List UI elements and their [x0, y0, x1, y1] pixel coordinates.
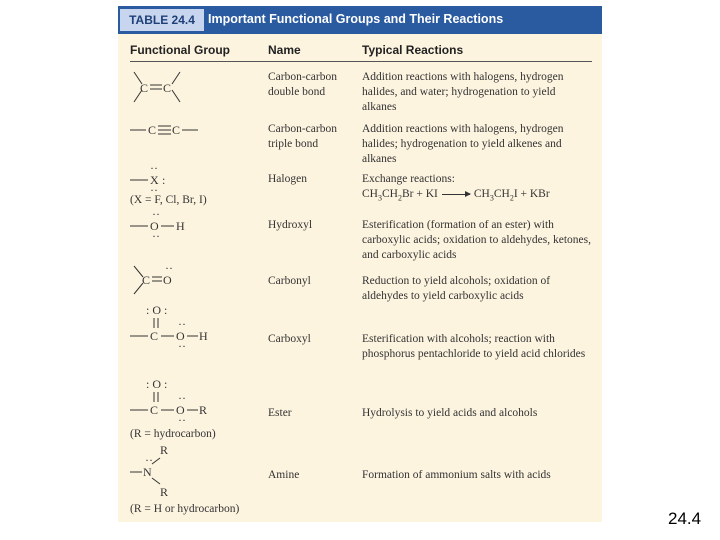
carbon-atom: C: [142, 273, 151, 287]
ester-structure: [128, 376, 264, 436]
product-ch3: CH: [473, 188, 490, 200]
lone-pair-dots: ··: [178, 413, 186, 427]
table-header-bar: [118, 6, 602, 34]
functional-groups-table: [118, 6, 602, 522]
carbon-atom: C: [150, 329, 159, 343]
group-reactions: Reduction to yield alcohols; oxidation of aldehydes to yield carboxylic acids: [362, 275, 551, 302]
oxygen-atom: O: [176, 329, 185, 343]
group-reactions: Formation of ammonium salts with acids: [362, 469, 551, 481]
group-name: Carbonyl: [268, 275, 311, 287]
group-name: Carbon-carbon double bond: [268, 71, 337, 98]
amine-structure: [128, 444, 264, 504]
hydroxyl-structure: [128, 207, 264, 272]
carbon-atom: C: [172, 123, 181, 137]
carbonyl-oxygen: : O :: [146, 377, 168, 391]
reactant-ch3: CH: [362, 188, 378, 200]
header-divider: [130, 61, 592, 62]
reaction-label: Exchange reactions:: [362, 173, 455, 185]
group-name: Ester: [268, 407, 292, 419]
lone-pair-dots: ··: [178, 317, 186, 331]
group-reactions: [362, 172, 592, 205]
column-header-name: Name: [268, 43, 301, 57]
subscript: 2: [397, 193, 402, 203]
carbon-atom: C: [148, 123, 157, 137]
carbon-atom: C: [150, 403, 159, 417]
lone-pair-dots: ··: [152, 207, 160, 221]
r-group: R: [160, 443, 169, 457]
group-reactions: Esterification with alcohols; reaction with phosphorus pentachloride to yield acid chlorides: [362, 333, 586, 360]
carbonyl-oxygen: : O :: [146, 303, 168, 317]
column-header-typical-reactions: Typical Reactions: [362, 43, 464, 57]
r-group: R: [199, 403, 208, 417]
ester-note: (R = hydrocarbon): [130, 428, 216, 440]
halogen-note: (X = F, Cl, Br, I): [130, 194, 207, 206]
reaction-equation: [362, 187, 592, 205]
lone-pair-dots: ··: [150, 183, 158, 197]
table-caption: Important Functional Groups and Their Reactions: [208, 12, 504, 26]
amine-note: (R = H or hydrocarbon): [130, 503, 240, 515]
table-number-tag: TABLE 24.4: [120, 9, 204, 31]
oxygen-atom: O: [150, 219, 159, 233]
hydrogen-atom: H: [199, 329, 208, 343]
slide-number: 24.4: [668, 509, 702, 528]
product-rest: I + KBr: [513, 188, 550, 200]
subscript: 3: [377, 193, 382, 203]
lone-pair-dots: ··: [145, 453, 153, 467]
product-ch2: CH: [493, 188, 510, 200]
group-name: Amine: [268, 469, 300, 481]
lone-pair-dots: ··: [152, 229, 160, 243]
subscript: 3: [489, 193, 494, 203]
oxygen-atom: O: [176, 403, 185, 417]
group-reactions: Hydrolysis to yield acids and alcohols: [362, 407, 538, 419]
oxygen-atom: O: [163, 273, 172, 287]
group-name: Halogen: [268, 173, 307, 185]
subscript: 2: [509, 193, 514, 203]
reactant-ch2: CH: [381, 188, 398, 200]
lone-pair-dots: ··: [150, 161, 158, 175]
group-name: Carboxyl: [268, 333, 311, 345]
nitrogen-atom: N: [143, 465, 152, 479]
lone-pair-dots: ··: [165, 261, 173, 275]
r-group: R: [160, 485, 169, 499]
reaction-arrow-icon: [442, 194, 470, 195]
group-reactions: Esterification (formation of an ester) with carboxylic acids; oxidation to aldehydes, ketones, and carboxylic acids: [362, 219, 591, 261]
column-header-functional-group: Functional Group: [130, 43, 230, 57]
lone-pair-dots: ··: [178, 339, 186, 353]
lone-pair-dots: ··: [178, 391, 186, 405]
group-reactions: Addition reactions with halogens, hydrogen halides; hydrogenation to yield alkenes and alkanes: [362, 123, 564, 165]
group-name: Hydroxyl: [268, 219, 313, 231]
halogen-atom: X: [150, 173, 159, 187]
group-reactions: Addition reactions with halogens, hydrogen halides, and water; hydrogenation to yield alkanes: [362, 71, 564, 113]
group-name: Carbon-carbon triple bond: [268, 123, 337, 150]
hydrogen-atom: H: [176, 219, 185, 233]
carbon-atom: C: [140, 81, 149, 95]
lone-pair-colon: :: [162, 173, 166, 187]
carbon-atom: C: [163, 81, 172, 95]
carboxyl-structure: [128, 302, 264, 362]
reactant-rest: Br + KI: [401, 188, 438, 200]
